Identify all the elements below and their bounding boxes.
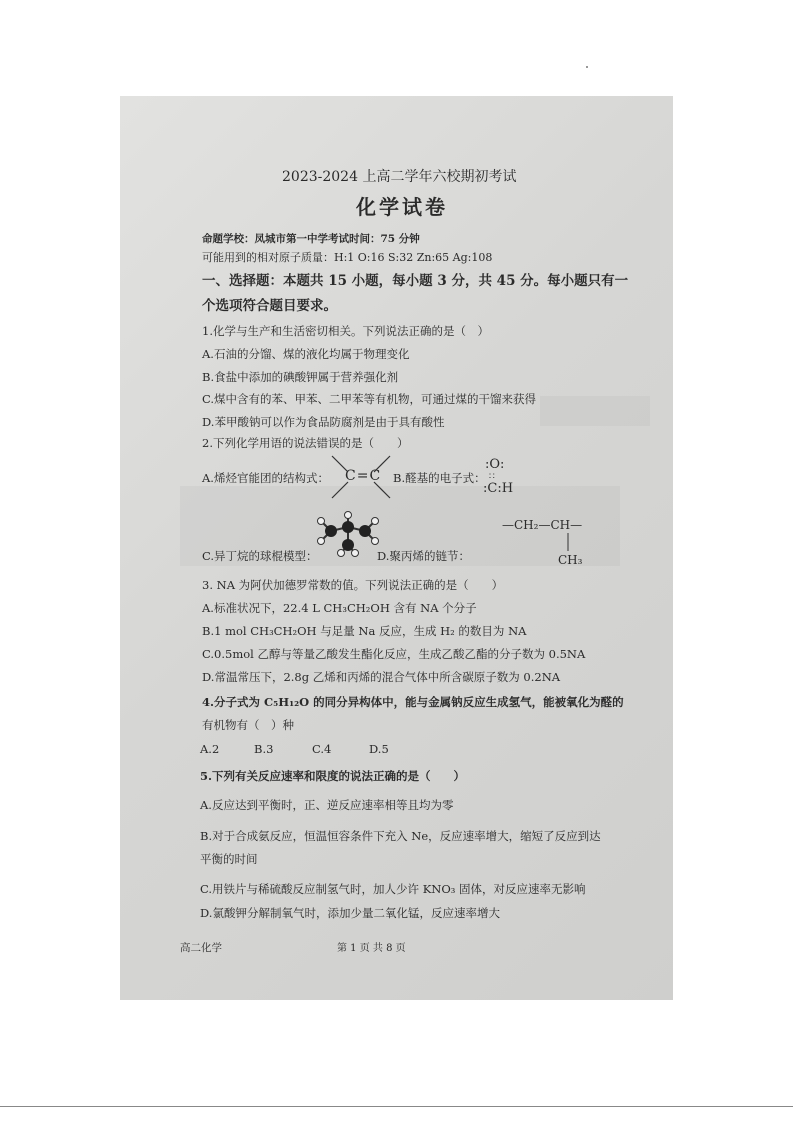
q3-option-c: C.0.5mol 乙醇与等量乙酸发生酯化反应，生成乙酸乙酯的分子数为 0.5NA bbox=[202, 647, 586, 661]
atomic-masses: 可能用到的相对原子质量：H:1 O:16 S:32 Zn:65 Ag:108 bbox=[202, 251, 493, 264]
alkene-formula: C=C bbox=[345, 468, 382, 484]
exam-paper-photo bbox=[120, 96, 673, 1000]
q4-option-d: D.5 bbox=[369, 742, 389, 756]
q5-option-b: B.对于合成氨反应，恒温恒容条件下充入 Ne，反应速率增大，缩短了反应到达 bbox=[200, 829, 601, 843]
q2-option-a: A.烯烃官能团的结构式： bbox=[202, 471, 329, 485]
q1-option-a: A.石油的分馏、煤的液化均属于物理变化 bbox=[202, 347, 410, 361]
isobutane-ball-stick-model bbox=[313, 509, 383, 559]
chain-branch-bond bbox=[565, 533, 571, 553]
q3-option-a: A.标准状况下，22.4 L CH₃CH₂OH 含有 NA 个分子 bbox=[202, 601, 477, 615]
q5-option-d: D.氯酸钾分解制氧气时，添加少量二氧化锰，反应速率增大 bbox=[200, 906, 500, 920]
q2-option-c: C.异丁烷的球棍模型： bbox=[202, 549, 318, 563]
q5-option-c: C.用铁片与稀硫酸反应制氢气时，加人少许 KNO₃ 固体，对反应速率无影响 bbox=[200, 882, 586, 896]
subject-title: 化学试卷 bbox=[356, 195, 448, 219]
q1-option-d: D.苯甲酸钠可以作为食品防腐剂是由于具有酸性 bbox=[202, 415, 445, 429]
footer-page-number: 第 1 页 共 8 页 bbox=[337, 943, 406, 954]
q5-option-b-cont: 平衡的时间 bbox=[200, 852, 258, 866]
bleed-through bbox=[540, 396, 650, 426]
section-heading-cont: 个选项符合题目要求。 bbox=[202, 298, 337, 314]
q3-option-b: B.1 mol CH₃CH₂OH 与足量 Na 反应，生成 H₂ 的数目为 NA bbox=[202, 624, 527, 638]
aldehyde-electron-bottom: :C:H bbox=[483, 481, 514, 496]
q4-option-a: A.2 bbox=[200, 742, 220, 756]
q4-stem-cont: 有机物有（ ）种 bbox=[202, 718, 294, 732]
q5-stem: 5.下列有关反应速率和限度的说法正确的是（ ） bbox=[200, 769, 466, 783]
bottom-rule bbox=[0, 1106, 793, 1107]
aldehyde-electron-mid: ∷ bbox=[489, 472, 495, 482]
polypropylene-chain: —CH₂—CH— bbox=[502, 518, 583, 532]
q1-option-c: C.煤中含有的苯、甲苯、二甲苯等有机物，可通过煤的干馏来获得 bbox=[202, 392, 537, 406]
q4-option-c: C.4 bbox=[312, 742, 332, 756]
q1-option-b: B.食盐中添加的碘酸钾属于营养强化剂 bbox=[202, 370, 399, 384]
q2-option-d: D.聚丙烯的链节： bbox=[377, 549, 470, 563]
footer-subject: 高二化学 bbox=[180, 942, 222, 954]
q1-stem: 1.化学与生产和生活密切相关。下列说法正确的是（ ） bbox=[202, 324, 489, 338]
exam-meta: 命题学校：凤城市第一中学考试时间：75 分钟 bbox=[202, 233, 420, 245]
q3-option-d: D.常温常压下，2.8g 乙烯和丙烯的混合气体中所含碳原子数为 0.2NA bbox=[202, 670, 561, 684]
q4-option-b: B.3 bbox=[254, 742, 274, 756]
q2-stem: 2.下列化学用语的说法错误的是（ ） bbox=[202, 436, 409, 450]
q4-stem: 4.分子式为 C₅H₁₂O 的同分异构体中，能与金属钠反应生成氢气，能被氧化为醛的 bbox=[202, 695, 624, 709]
q2-option-b: B.醛基的电子式： bbox=[393, 471, 486, 485]
q3-stem: 3. NA 为阿伏加德罗常数的值。下列说法正确的是（ ） bbox=[202, 578, 504, 592]
exam-title: 2023-2024 上高二学年六校期初考试 bbox=[282, 169, 517, 185]
aldehyde-electron-top: :O: bbox=[485, 457, 505, 472]
q5-option-a: A.反应达到平衡时，正、逆反应速率相等且均为零 bbox=[200, 798, 454, 812]
polypropylene-branch: CH₃ bbox=[558, 553, 583, 567]
section-heading: 一、选择题：本题共 15 小题，每小题 3 分，共 45 分。每小题只有一 bbox=[202, 273, 629, 289]
speck bbox=[586, 66, 588, 68]
